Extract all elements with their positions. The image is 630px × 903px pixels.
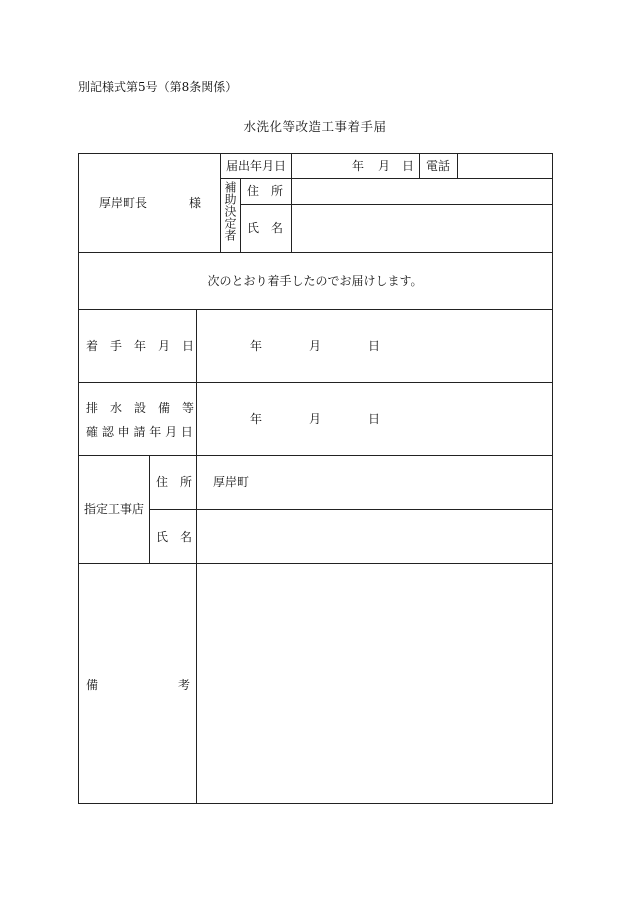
contractor-name-label: 氏 名 <box>156 530 193 544</box>
confirm-date-day: 日 <box>368 412 381 426</box>
start-date-month: 月 <box>309 339 322 353</box>
applicant-label: 補助決定者 <box>223 181 237 241</box>
document-title: 水洗化等改造工事着手届 <box>243 119 387 134</box>
start-date-day: 日 <box>368 339 381 353</box>
applicant-name-field[interactable] <box>292 205 552 252</box>
contractor-label: 指定工事店 <box>84 502 145 516</box>
contractor-address-label: 住 所 <box>156 475 193 489</box>
notice-text: 次のとおり着手したのでお届けします。 <box>207 274 423 288</box>
start-date-label: 着 手 年 月 日 <box>86 339 195 353</box>
confirm-date-label-line2: 確 認 申 請 年 月 日 <box>86 425 193 439</box>
contractor-address-field[interactable] <box>197 456 552 509</box>
confirm-date-month: 月 <box>309 412 322 426</box>
submit-date-label: 届出年月日 <box>226 159 287 173</box>
phone-field[interactable] <box>458 154 552 178</box>
start-date-field[interactable] <box>197 310 552 382</box>
confirm-date-field[interactable] <box>197 383 552 455</box>
submit-date-day: 日 <box>402 159 415 173</box>
contractor-name-field[interactable] <box>197 510 552 563</box>
remarks-label-left: 備 <box>86 678 99 692</box>
contractor-address-value: 厚岸町 <box>213 475 250 489</box>
applicant-address-label: 住 所 <box>247 184 284 198</box>
remarks-field[interactable] <box>197 564 552 803</box>
applicant-address-field[interactable] <box>292 179 552 204</box>
confirm-date-year: 年 <box>250 412 263 426</box>
submit-date-year: 年 <box>352 159 365 173</box>
confirm-date-label-line1: 排 水 設 備 等 <box>86 401 195 415</box>
addressee: 厚岸町長 <box>99 196 148 210</box>
phone-label: 電話 <box>426 159 451 173</box>
form-number: 別記様式第5号（第8条関係） <box>78 80 238 94</box>
start-date-year: 年 <box>250 339 263 353</box>
applicant-name-label: 氏 名 <box>247 221 284 235</box>
submit-date-month: 月 <box>378 159 391 173</box>
addressee-honorific: 様 <box>189 196 202 210</box>
remarks-label-right: 考 <box>178 678 191 692</box>
